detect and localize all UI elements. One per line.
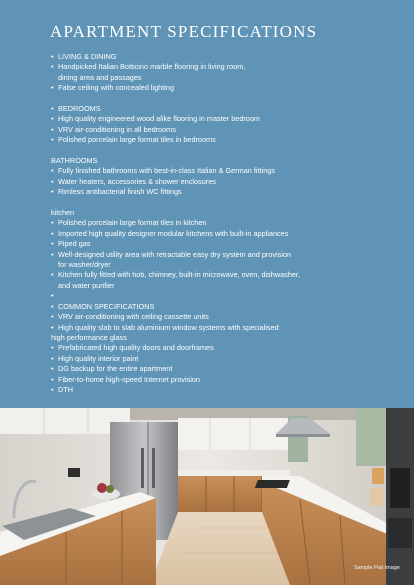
bullet-item: • Handpicked Italian Botticino marble flooring in living room,	[51, 62, 371, 72]
bullet-item: • Well-designed utility area with retractable easy dry system and provision	[51, 250, 371, 260]
bullet-item: • DG backup for the entire apartment	[51, 364, 371, 374]
bullet-item: • High quality slab to slab aluminium window systems with specialised	[51, 323, 371, 333]
bullet-item: • Polished porcelain large format tiles in bedrooms	[51, 135, 371, 145]
text-line: high performance glass	[51, 332, 127, 342]
bullet-item: • BEDROOMS	[51, 104, 371, 114]
bullet-item: • LIVING & DINING	[51, 52, 371, 62]
bullet-item: • Polished porcelain large format tiles in kitchen	[51, 218, 371, 228]
text-line: dining area and passages	[58, 72, 142, 82]
specifications-list	[51, 52, 371, 395]
kitchen-photo	[0, 408, 414, 585]
bullet-item: • Water heaters, accessories & shower enclosures	[51, 177, 371, 187]
bullet-item: • Fully finished bathrooms with best-in-class Italian & German fittings	[51, 166, 371, 176]
text-line: for washer/dryer	[58, 260, 111, 270]
bullet-item	[51, 291, 371, 301]
spacer	[51, 198, 371, 208]
spacer	[51, 94, 371, 104]
bullet-item: • High quality engineered wood alike flooring in master bedroom	[51, 114, 371, 124]
photo-caption: Sample Flat Image	[353, 565, 400, 571]
bullet-item: • DTH	[51, 385, 371, 395]
bullet-item: • Imported high quality designer modular kitchens with built-in appliances	[51, 229, 371, 239]
bullet-item: • VRV air-conditioning in all bedrooms	[51, 125, 371, 135]
spacer	[51, 146, 371, 156]
bullet-item: • Rimless antibacterial finish WC fittings	[51, 187, 371, 197]
bullet-item: • Piped gas	[51, 239, 371, 249]
bullet-item: • COMMON SPECIFICATIONS	[51, 302, 371, 312]
text-line: kitchen	[51, 208, 75, 218]
bullet-item: • Kitchen fully fitted with hob, chimney, built-in microwave, oven, dishwasher,	[51, 270, 371, 280]
bullet-item: • VRV air-conditioning with ceiling cassette units	[51, 312, 371, 322]
page-title: APARTMENT SPECIFICATIONS	[50, 22, 318, 41]
text-line: and water purifier	[58, 280, 115, 290]
bullet-item: • High quality interior paint	[51, 354, 371, 364]
text-line: BATHROOMS	[51, 156, 98, 166]
bullet-item: • Prefabricated high quality doors and doorframes	[51, 343, 371, 353]
bullet-item: • False ceiling with concealed lighting	[51, 83, 371, 93]
bullet-item: • Fiber-to-home high-speed Internet provision	[51, 375, 371, 385]
